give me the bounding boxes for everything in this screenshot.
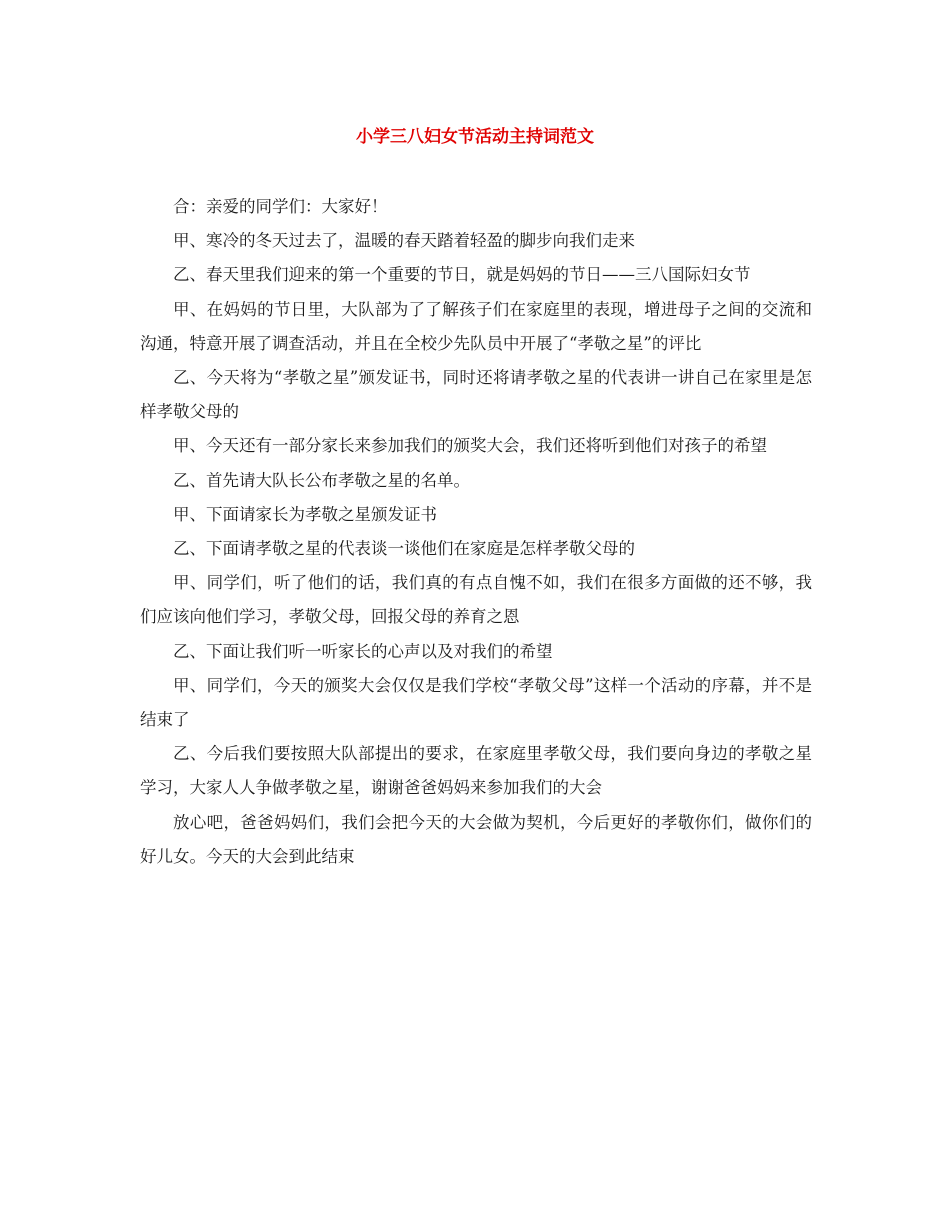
paragraph: 乙、下面请孝敬之星的代表谈一谈他们在家庭是怎样孝敬父母的 bbox=[173, 539, 635, 559]
paragraph: 甲、同学们，听了他们的话，我们真的有点自愧不如，我们在很多方面做的还不够，我们应该向他们学习，孝敬父母，回报父母的养育之恩 bbox=[140, 573, 812, 627]
paragraph: 甲、下面请家长为孝敬之星颁发证书 bbox=[173, 504, 437, 524]
paragraph: 甲、同学们，今天的颁奖大会仅仅是我们学校“孝敬父母”这样一个活动的序幕，并不是结束了 bbox=[140, 675, 812, 730]
paragraph: 乙、首先请大队长公布孝敬之星的名单。 bbox=[173, 470, 470, 490]
document-body bbox=[140, 190, 812, 874]
document-title: 小学三八妇女节活动主持词范文 bbox=[356, 127, 594, 147]
paragraph: 乙、春天里我们迎来的第一个重要的节日，就是妈妈的节日——三八国际妇女节 bbox=[173, 265, 751, 285]
paragraph: 合：亲爱的同学们：大家好！ bbox=[173, 197, 388, 216]
paragraph: 甲、在妈妈的节日里，大队部为了了解孩子们在家庭里的表现，增进母子之间的交流和沟通，特意开展了调查活动，并且在全校少先队员中开展了“孝敬之星”的评比 bbox=[140, 299, 812, 353]
paragraph: 乙、下面让我们听一听家长的心声以及对我们的希望 bbox=[173, 641, 553, 661]
paragraph: 甲、今天还有一部分家长来参加我们的颁奖大会，我们还将听到他们对孩子的希望 bbox=[173, 436, 767, 456]
paragraph: 甲、寒冷的冬天过去了，温暖的春天踏着轻盈的脚步向我们走来 bbox=[173, 231, 635, 251]
paragraph: 乙、今后我们要按照大队部提出的要求，在家庭里孝敬父母，我们要向身边的孝敬之星学习，大家人人争做孝敬之星，谢谢爸爸妈妈来参加我们的大会 bbox=[140, 744, 812, 798]
paragraph: 放心吧，爸爸妈妈们，我们会把今天的大会做为契机，今后更好的孝敬你们，做你们的好儿女。今天的大会到此结束 bbox=[140, 812, 812, 866]
paragraph: 乙、今天将为“孝敬之星”颁发证书，同时还将请孝敬之星的代表讲一讲自己在家里是怎样孝敬父母的 bbox=[140, 368, 812, 422]
